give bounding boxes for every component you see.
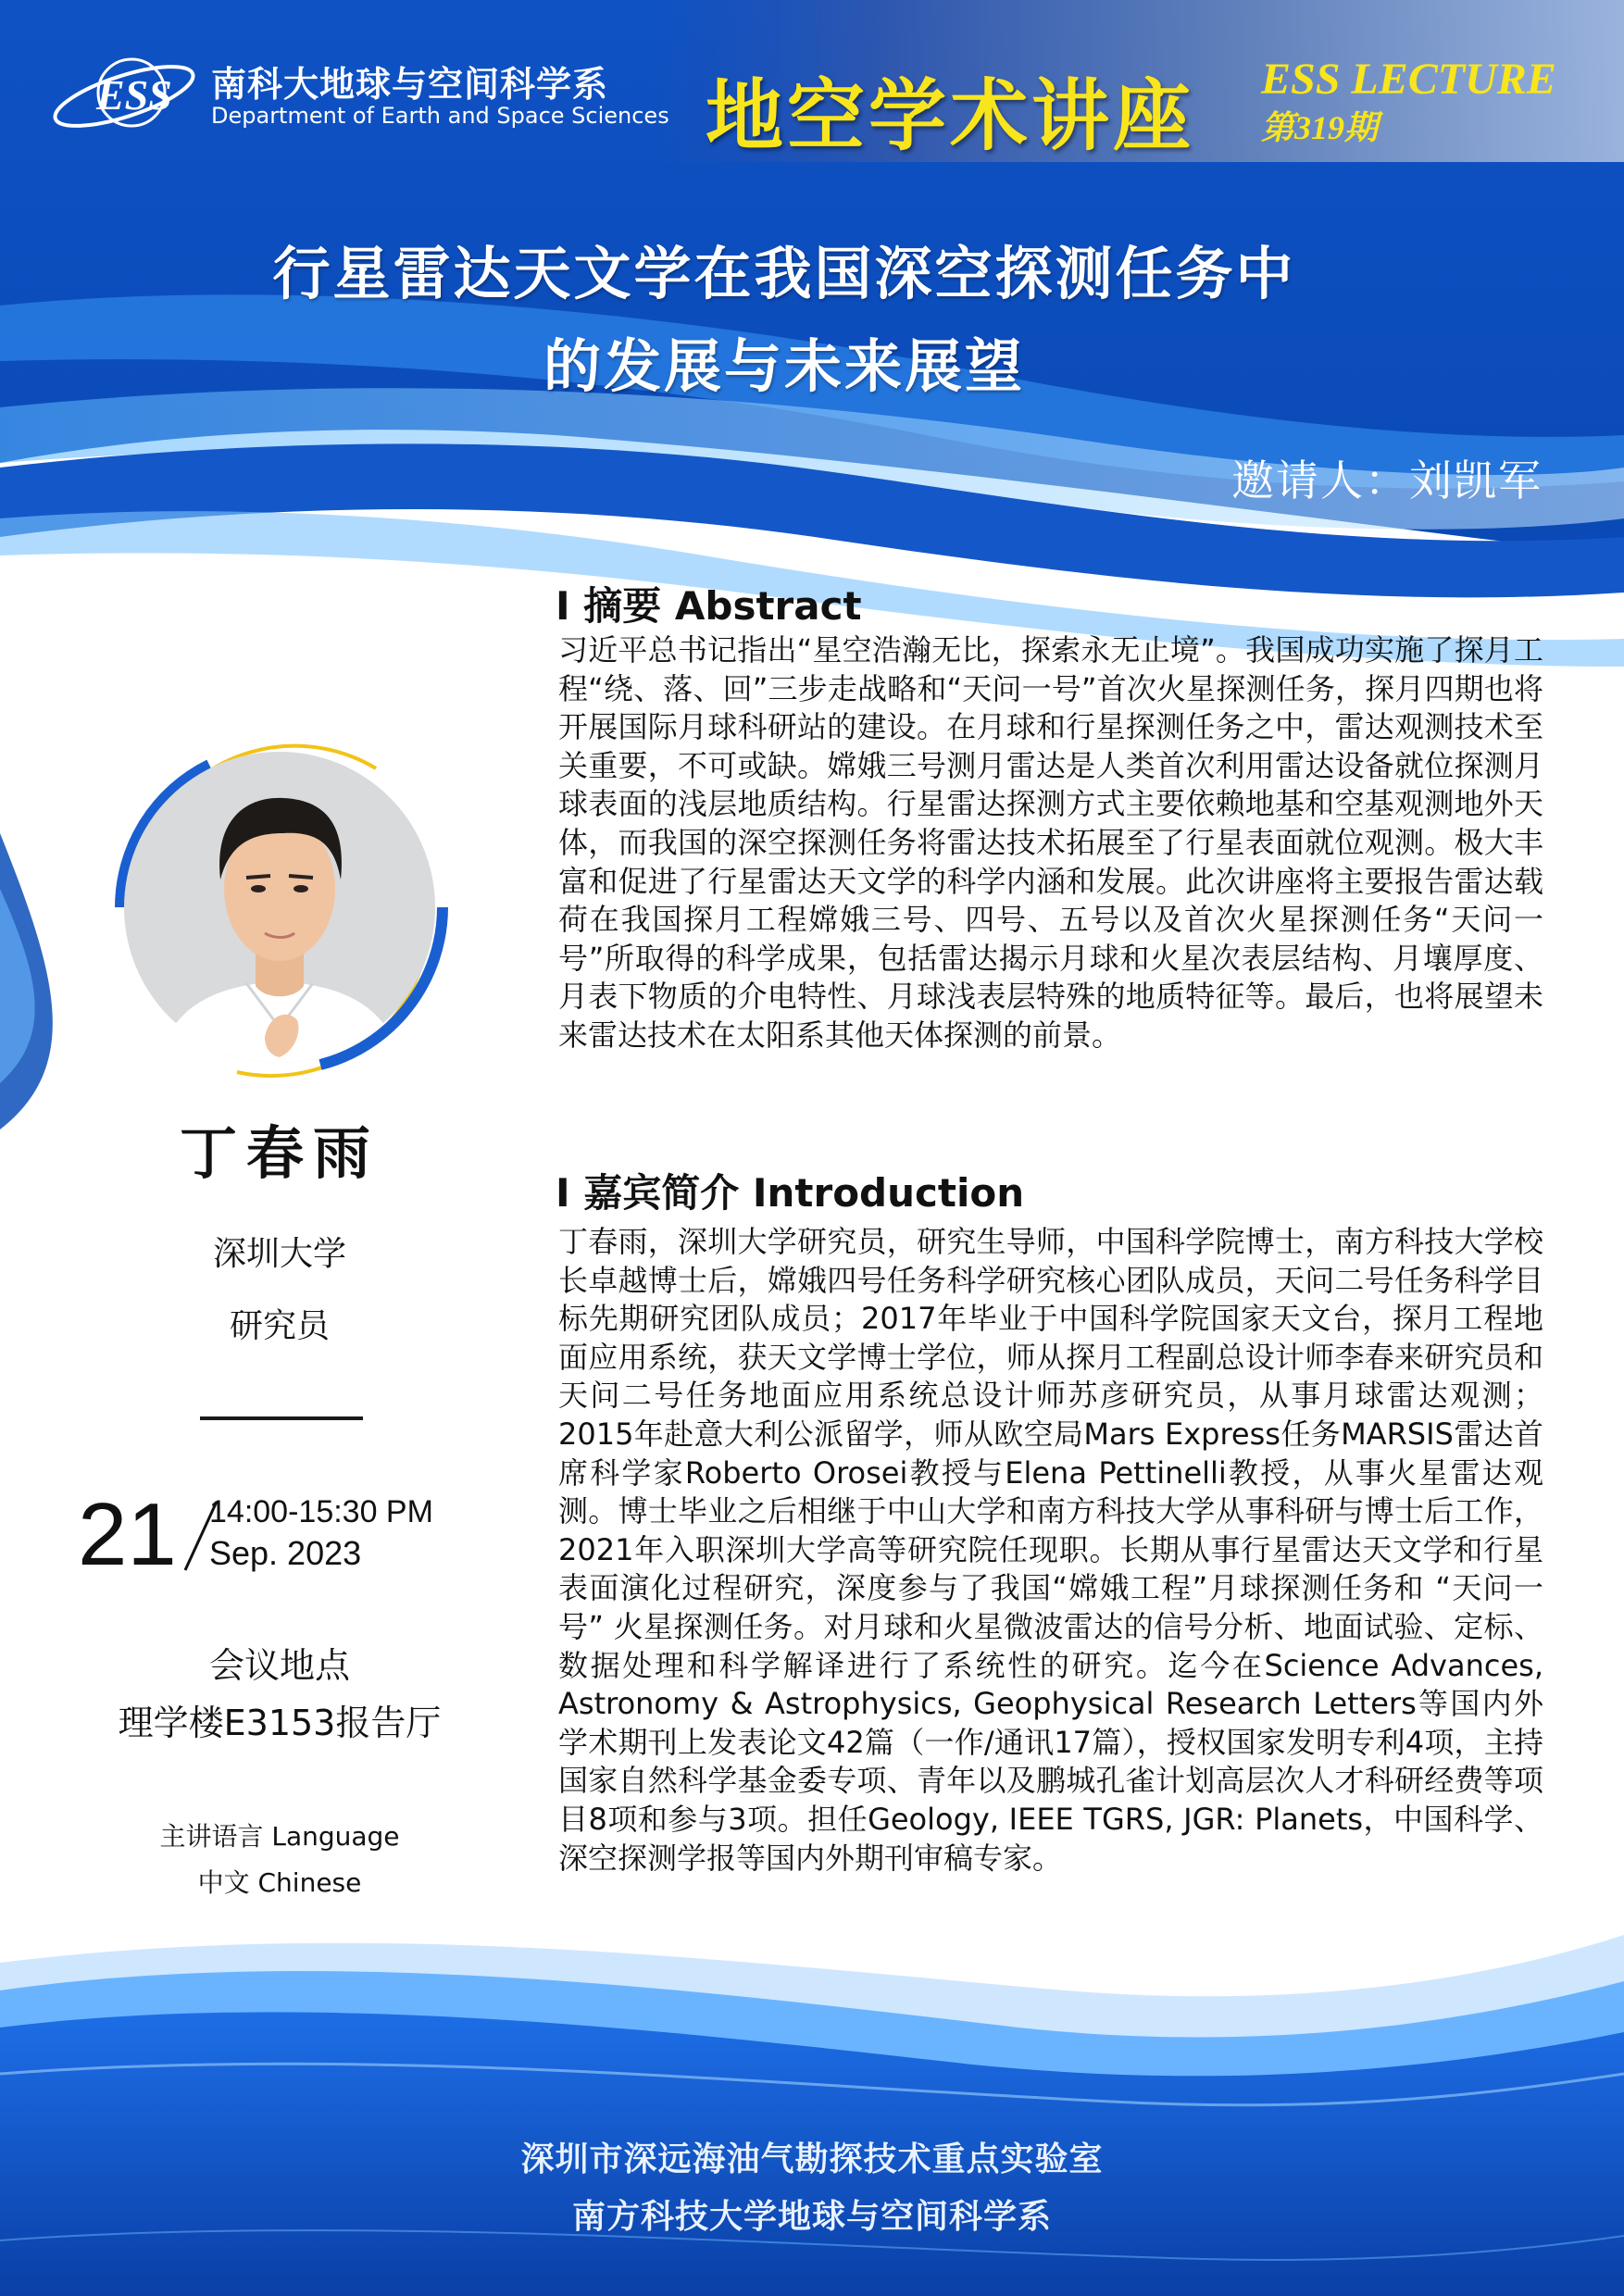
abstract-body: 习近平总书记指出“星空浩瀚无比，探索永无止境”。我国成功实施了探月工程“绕、落、回”三步走战略和“天问一号”首次火星探测任务，探月四期也将开展国际月球科研站的建设。在月球和行星探测任务之中，雷达观测技术至关重要，不可或缺。嫦娥三号测月雷达是人类首次利用雷达设备就位探测月球表面的浅层地质结构。行星雷达探测方式主要依赖地基和空基观测地外天体，而我国的深空探测任务将雷达技术拓展至了行星表面就位观测。极大丰富和促进了行星雷达天文学的科学内涵和发展。此次讲座将主要报告雷达载荷在我国探月工程嫦娥三号、四号、五号以及首次火星探测任务“天问一号”所取得的科学成果，包括雷达揭示月球和火星次表层结构、月壤厚度、月表下物质的介电特性、月球浅表层特殊的地质特征等。最后，也将展望未来雷达技术在太阳系其他天体探测的前景。 [558, 632, 1543, 1053]
introduction-body: 丁春雨，深圳大学研究员，研究生导师，中国科学院博士，南方科技大学校长卓越博士后，嫦娥四号任务科学研究核心团队成员，天问二号任务科学目标先期研究团队成员；2017年毕业于中国科学院国家天文台，探月工程地面应用系统，获天文学博士学位，师从探月工程副总设计师李春来研究员和天问二号任务地面应用系统总设计师苏彦研究员，从事月球雷达观测；2015年赴意大利公派留学，师从欧空局Mars Express任务MARSIS雷达首席科学家Roberto Orosei教授与Elena Pettinelli教授，从事火星雷达观测。博士毕业之后相继于中山大学和南方科技大学从事科研与博士后工作，2021年入职深圳大学高等研究院任现职。长期从事行星雷达天文学和行星表面演化过程研究，深度参与了我国“嫦娥工程”月球探测任务和 “天问一号” 火星探测任务。对月球和火星微波雷达的信号分析、地面试验、定标、数据处理和科学解译进行了系统性的研究。迄今在Science Advances, Astronomy & Astrophysics, Geophysical Research Letters等国内外学术期刊上发表论文42篇（一作/通讯17篇），授权国家发明专利4项，主持国家自然科学基金委专项、青年以及鹏城孔雀计划高层次人才科研经费等项目8项和参与3项。担任Geology, IEEE TGRS, JGR: Planets，中国科学、深空探测学报等国内外期刊审稿专家。 [558, 1224, 1543, 1876]
speaker-photo [98, 731, 456, 1083]
organizer-lab: 深圳市深远海油气勘探技术重点实验室 [520, 2140, 1104, 2178]
speaker-position: 研究员 [229, 1307, 330, 1345]
lecture-title-line-1: 行星雷达天文学在我国深空探测任务中 [272, 240, 1296, 307]
lecture-series-title-en: ESS LECTURE [1261, 55, 1556, 104]
speaker-affiliation: 深圳大学 [212, 1235, 346, 1273]
language-value: 中文 Chinese [197, 1867, 362, 1898]
ess-logo [48, 48, 201, 141]
date-month-year: Sep. 2023 [209, 1534, 362, 1572]
venue-value: 理学楼E3153报告厅 [118, 1703, 442, 1743]
introduction-heading: I 嘉宾简介 Introduction [556, 1170, 1025, 1216]
venue-label: 会议地点 [208, 1645, 350, 1686]
lecture-title-line-2: 的发展与未来展望 [543, 332, 1025, 400]
language-label: 主讲语言 Language [159, 1821, 400, 1852]
lecture-issue-number: 第319期 [1261, 109, 1379, 146]
divider [200, 1416, 363, 1420]
inviter: 邀请人：刘凯军 [1231, 455, 1543, 505]
lecture-title [0, 228, 1624, 413]
logo-lettering: ESS [96, 71, 172, 119]
department-name-cn: 南科大地球与空间科学系 [211, 64, 609, 105]
lecture-series-title-cn: 地空学术讲座 [706, 69, 1195, 161]
department-name-en: Department of Earth and Space Sciences [211, 103, 669, 129]
date-time: 14:00-15:30 PM [209, 1494, 433, 1529]
organizer-department: 南方科技大学地球与空间科学系 [571, 2198, 1052, 2236]
abstract-heading: I 摘要 Abstract [556, 583, 862, 629]
date-day: 21 [78, 1485, 177, 1584]
speaker-name: 丁春雨 [179, 1119, 380, 1187]
